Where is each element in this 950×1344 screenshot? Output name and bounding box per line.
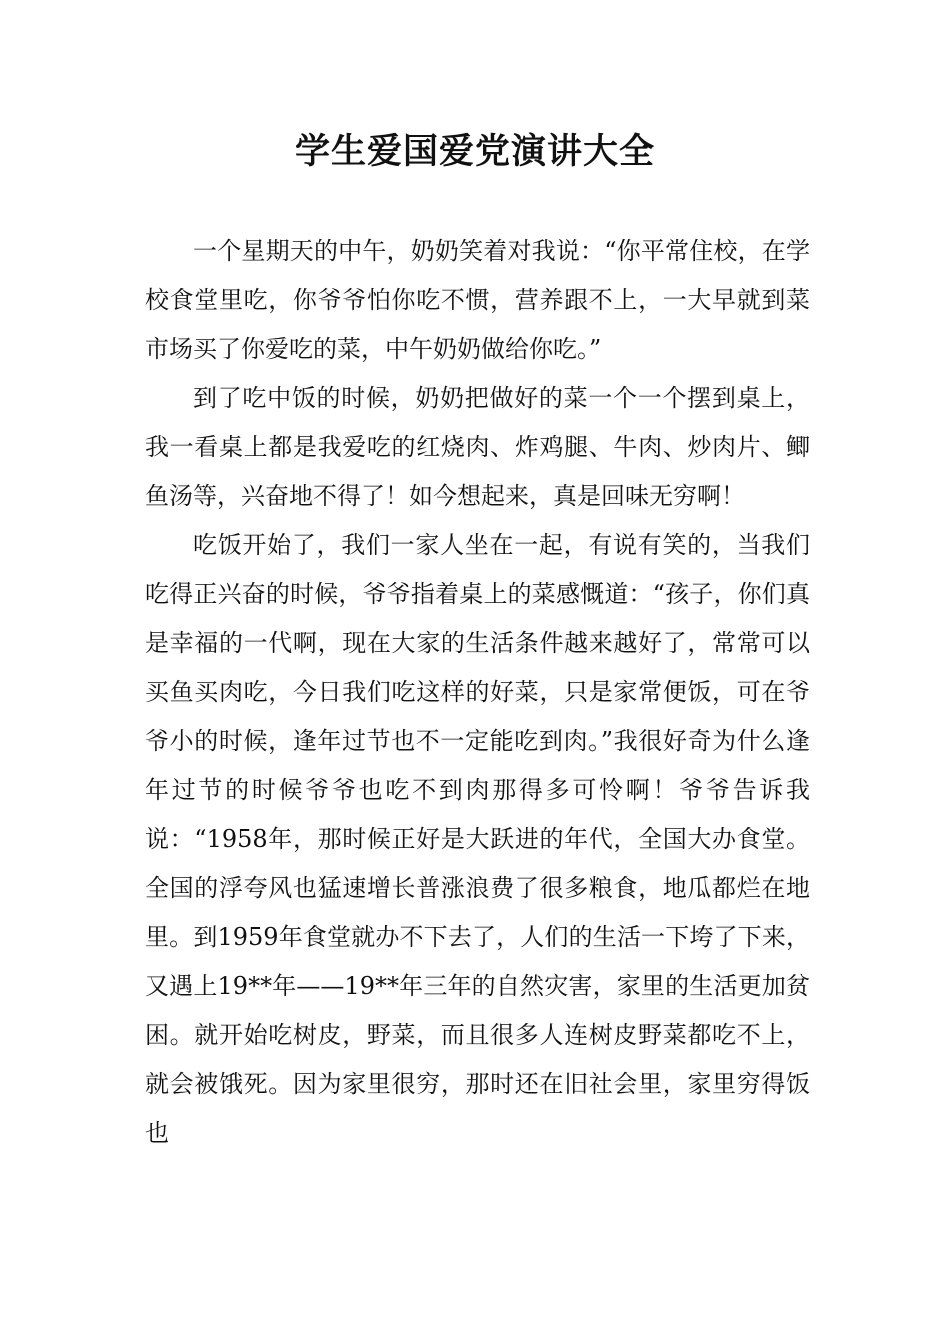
paragraph-3: 吃饭开始了，我们一家人坐在一起，有说有笑的，当我们吃得正兴奋的时候，爷爷指着桌上的菜感慨道：“孩子，你们真是幸福的一代啊，现在大家的生活条件越来越好了，常常可以买鱼买肉吃，今日我们吃这样的好菜，只是家常便饭，可在爷爷小的时候，逢年过节也不一定能吃到肉。”我很好奇为什么逢年过节的时候爷爷也吃不到肉那得多可怜啊！爷爷告诉我说：“1958年，那时候正好是大跃进的年代，全国大办食堂。全国的浮夸风也猛速增长普涨浪费了很多粮食，地瓜都烂在地里。到1959年食堂就办不下去了，人们的生活一下垮了下来，又遇上19**年——19**年三年的自然灾害，家里的生活更加贫困。就开始吃树皮，野菜，而且很多人连树皮野菜都吃不上，就会被饿死。因为家里很穷，那时还在旧社会里，家里穷得饭也 [145,531,810,1147]
paragraph-2: 到了吃中饭的时候，奶奶把做好的菜一个一个摆到桌上，我一看桌上都是我爱吃的红烧肉、炸鸡腿、牛肉、炒肉片、鲫鱼汤等，兴奋地不得了！如今想起来，真是回味无穷啊！ [145,384,810,510]
paragraph-1: 一个星期天的中午，奶奶笑着对我说：“你平常住校，在学校食堂里吃，你爷爷怕你吃不惯，营养跟不上，一大早就到菜市场买了你爱吃的菜，中午奶奶做给你吃。” [145,237,810,363]
document-body [145,227,810,1158]
document-title: 学生爱国爱党演讲大全 [294,132,655,172]
